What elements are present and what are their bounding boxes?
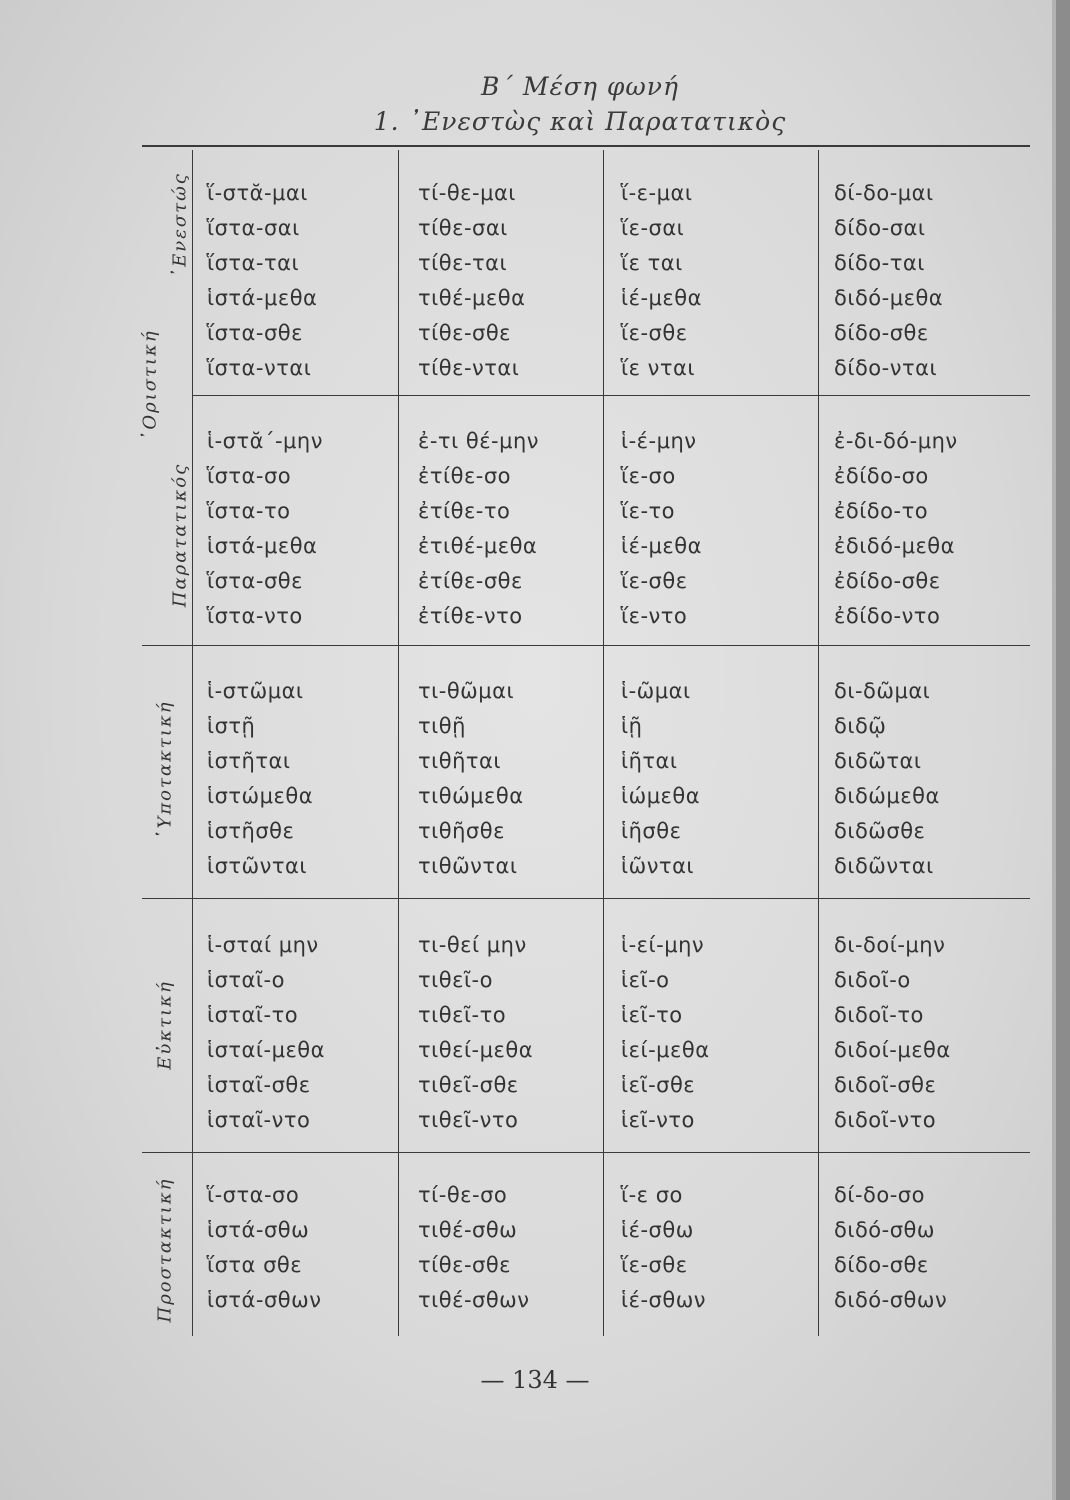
verb-form: διδοῖ-σθε [834, 1073, 937, 1097]
verb-form: ἵστα σθε [207, 1253, 303, 1277]
verb-form: τίθε-νται [418, 356, 520, 380]
verb-form: τι-θῶμαι [418, 679, 515, 703]
verb-form: ἱσταῖ-ο [207, 968, 285, 992]
verb-form: διδώμεθα [834, 784, 940, 808]
verb-form: ἱστώμεθα [207, 784, 314, 808]
verb-form: τιθῆται [418, 749, 501, 773]
verb-form: ἱέ-σθω [621, 1218, 694, 1242]
verb-form: δίδο-νται [834, 356, 938, 380]
verb-form: ἵ-ε-μαι [621, 181, 693, 205]
verb-form: διδῶνται [834, 854, 934, 878]
verb-form: ἵε-ντο [621, 604, 688, 628]
verb-form: ἱ-στᾰ΄-μην [207, 429, 323, 453]
verb-form: ἱῆται [621, 749, 678, 773]
verb-form: ἱῆσθε [621, 819, 682, 843]
verb-form: δίδο-σθε [834, 321, 929, 345]
verb-form: τιθῆσθε [418, 819, 505, 843]
verb-form: τιθώμεθα [418, 784, 524, 808]
block-separator [142, 898, 1030, 899]
verb-form: τίθε-σθε [418, 1253, 512, 1277]
verb-form: ἱσταί-μεθα [207, 1038, 325, 1062]
verb-form: ἐτίθε-το [418, 499, 511, 523]
verb-form: διδοῖ-το [834, 1003, 924, 1027]
verb-form: δίδο-σαι [834, 216, 926, 240]
verb-form: ἵε-σθε [621, 1253, 688, 1277]
verb-form: ἐτίθε-σο [418, 464, 512, 488]
table-top-rule [142, 145, 1030, 147]
verb-form: διδό-σθω [834, 1218, 935, 1242]
verb-form: ἱεῖ-ντο [621, 1108, 695, 1132]
verb-form: ἱστῇ [207, 714, 256, 738]
verb-form: ἱεῖ-το [621, 1003, 683, 1027]
verb-form: ἵστα-σο [207, 464, 292, 488]
verb-form: ἐδίδο-σο [834, 464, 929, 488]
verb-form: ἱώμεθα [621, 784, 701, 808]
verb-form: ἵε-σθε [621, 569, 688, 593]
verb-form: διδοί-μεθα [834, 1038, 951, 1062]
vertical-rule [192, 150, 193, 1336]
mood-label-efktiki: Εὐκτική [154, 980, 176, 1070]
verb-form: ἱ-στῶμαι [207, 679, 304, 703]
verb-form: ἐτιθέ-μεθα [418, 534, 538, 558]
verb-form: ἱσταῖ-το [207, 1003, 299, 1027]
verb-form: ἱστῆσθε [207, 819, 295, 843]
verb-form: ἱστά-σθω [207, 1218, 310, 1242]
verb-form: ἱστά-μεθα [207, 286, 318, 310]
verb-form: ἱστῶνται [207, 854, 307, 878]
verb-form: δίδο-σθε [834, 1253, 929, 1277]
verb-form: ἵστα-ντο [207, 604, 303, 628]
verb-form: ἐδίδο-ντο [834, 604, 941, 628]
verb-form: ἵ-στᾰ-μαι [207, 181, 308, 205]
verb-form: τιθεῖ-το [418, 1003, 507, 1027]
vertical-rule [603, 150, 604, 1336]
verb-form: ἵε-σθε [621, 321, 688, 345]
verb-form: τιθέ-μεθα [418, 286, 526, 310]
verb-form: τιθέ-σθω [418, 1218, 518, 1242]
verb-form: ἵστα-σθε [207, 569, 303, 593]
verb-form: ἱ-ῶμαι [621, 679, 691, 703]
verb-form: διδῷ [834, 714, 887, 738]
verb-form: τιθεῖ-ντο [418, 1108, 519, 1132]
mood-label-oristiki: ᾿Οριστική [139, 329, 161, 441]
verb-form: δι-δοί-μην [834, 933, 946, 957]
verb-form: ἵε-σαι [621, 216, 685, 240]
verb-form: ἵστα-ται [207, 251, 300, 275]
verb-form: ἱσταῖ-ντο [207, 1108, 311, 1132]
verb-form: ἱεί-μεθα [621, 1038, 710, 1062]
verb-form: ἱσταῖ-σθε [207, 1073, 311, 1097]
block-separator [142, 1152, 1030, 1153]
mood-label-ypotaktiki: ῾Υποτακτική [154, 700, 176, 840]
tense-label-paratatikos: Παρατατικός [169, 462, 191, 608]
verb-form: ἱέ-σθων [621, 1288, 707, 1312]
verb-form: ἱέ-μεθα [621, 534, 702, 558]
verb-form: τιθῶνται [418, 854, 518, 878]
verb-form: τιθεῖ-σθε [418, 1073, 519, 1097]
verb-form: ἱ-εί-μην [621, 933, 705, 957]
verb-form: διδῶσθε [834, 819, 926, 843]
verb-form: ἱέ-μεθα [621, 286, 702, 310]
vertical-rule [398, 150, 399, 1336]
verb-form: ἱῶνται [621, 854, 695, 878]
tense-label-enestos: ᾿Ενεστώς [169, 172, 191, 278]
page-edge [1056, 0, 1070, 1500]
verb-form: ἐδίδο-σθε [834, 569, 941, 593]
verb-form: ἵστα-νται [207, 356, 312, 380]
verb-form: τίθε-σαι [418, 216, 508, 240]
verb-form: ἱεῖ-ο [621, 968, 670, 992]
verb-form: ἵε-το [621, 499, 676, 523]
verb-form: ἵ-στα-σο [207, 1183, 300, 1207]
verb-form: τιθῇ [418, 714, 466, 738]
verb-form: ἐτίθε-ντο [418, 604, 523, 628]
verb-form: ἵστα-σθε [207, 321, 303, 345]
verb-form: ἵστα-σαι [207, 216, 300, 240]
section-title: Β΄ Μέση φωνή [481, 72, 679, 101]
verb-form: ἱστά-μεθα [207, 534, 318, 558]
verb-form: ἵστα-το [207, 499, 291, 523]
verb-form: δίδο-ται [834, 251, 925, 275]
verb-form: τιθεῖ-ο [418, 968, 493, 992]
verb-form: τίθε-ται [418, 251, 508, 275]
verb-form: ἱεῖ-σθε [621, 1073, 696, 1097]
verb-form: τίθε-σθε [418, 321, 512, 345]
verb-form: διδό-μεθα [834, 286, 944, 310]
verb-form: ἵ-ε σο [621, 1183, 683, 1207]
vertical-rule [818, 150, 819, 1336]
verb-form: τι-θεί μην [418, 933, 527, 957]
section-subtitle: 1. ᾿Ενεστὼς καὶ Παρατατικὸς [373, 107, 787, 136]
verb-form: ἐ-δι-δό-μην [834, 429, 958, 453]
verb-form: ἐδίδο-το [834, 499, 929, 523]
verb-form: δί-δο-μαι [834, 181, 934, 205]
verb-form: διδῶται [834, 749, 922, 773]
verb-form: δί-δο-σο [834, 1183, 925, 1207]
verb-form: τιθεί-μεθα [418, 1038, 534, 1062]
verb-form: ἵε νται [621, 356, 695, 380]
verb-form: ἱ-σταί μην [207, 933, 319, 957]
verb-form: διδοῖ-ο [834, 968, 911, 992]
verb-form: ἐδιδό-μεθα [834, 534, 955, 558]
page-number: — 134 — [480, 1366, 590, 1394]
verb-form: ἱστῆται [207, 749, 291, 773]
verb-form: ἐτίθε-σθε [418, 569, 523, 593]
verb-form: διδό-σθων [834, 1288, 948, 1312]
block-separator [142, 645, 1030, 646]
verb-form: δι-δῶμαι [834, 679, 931, 703]
verb-form: ἐ-τι θέ-μην [418, 429, 540, 453]
verb-form: τί-θε-μαι [418, 181, 516, 205]
verb-form: ἱῇ [621, 714, 643, 738]
verb-form: τί-θε-σο [418, 1183, 508, 1207]
verb-form: διδοῖ-ντο [834, 1108, 937, 1132]
verb-form: τιθέ-σθων [418, 1288, 530, 1312]
verb-form: ἵε-σο [621, 464, 676, 488]
verb-form: ἱ-έ-μην [621, 429, 697, 453]
block-separator [192, 395, 1030, 396]
verb-form: ἵε ται [621, 251, 683, 275]
verb-form: ἱστά-σθων [207, 1288, 322, 1312]
mood-label-prostaktiki: Προστακτική [154, 1177, 176, 1323]
